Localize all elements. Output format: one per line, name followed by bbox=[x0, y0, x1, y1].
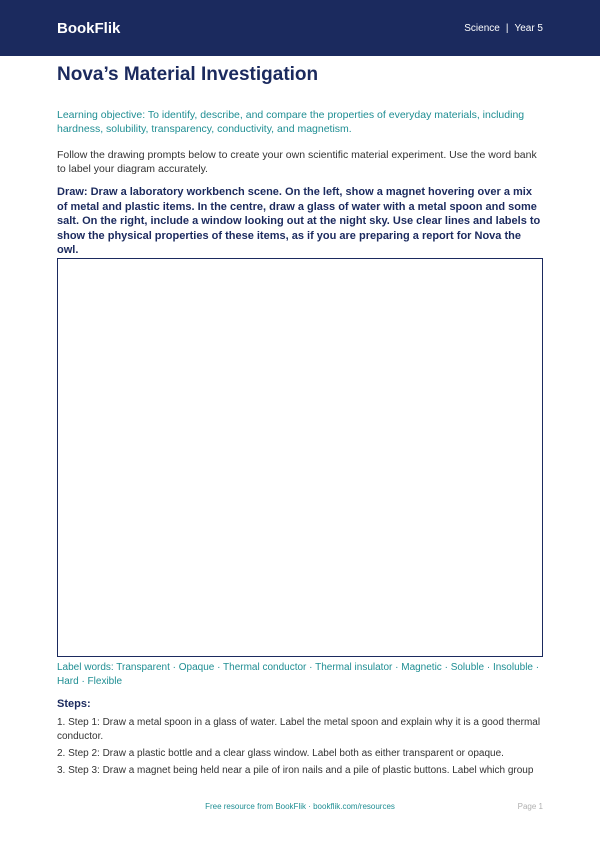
subject-label: Science bbox=[464, 22, 500, 34]
subject-info bbox=[464, 23, 543, 34]
subject-separator: | bbox=[505, 22, 509, 34]
steps-heading: Steps: bbox=[57, 698, 91, 710]
worksheet-content bbox=[57, 64, 543, 258]
footer-text: Free resource from BookFlik · bookflik.com/resources bbox=[205, 802, 395, 811]
page-title: Nova’s Material Investigation bbox=[57, 64, 319, 85]
step-item: 2. Step 2: Draw a plastic bottle and a clear glass window. Label both as either transparent or opaque. bbox=[57, 748, 504, 759]
step-item: 3. Step 3: Draw a magnet being held near a pile of iron nails and a pile of plastic buttons. Label which group bbox=[57, 765, 534, 776]
step-item: 1. Step 1: Draw a metal spoon in a glass of water. Label the metal spoon and explain why it is a good thermal conductor. bbox=[57, 717, 541, 742]
brand-logo: BookFlik bbox=[57, 19, 121, 37]
word-bank: Label words: Transparent · Opaque · Thermal conductor · Thermal insulator · Magnetic · Soluble · Insoluble · Hard · Flexible bbox=[57, 662, 540, 687]
drawing-area[interactable] bbox=[57, 258, 543, 657]
year-label: Year 5 bbox=[514, 22, 543, 34]
intro-text: Follow the drawing prompts below to create your own scientific material experiment. Use the word bank to label your diagram accurately. bbox=[57, 149, 537, 175]
page-header bbox=[0, 0, 600, 56]
page-number: Page 1 bbox=[517, 802, 543, 811]
learning-objective: Learning objective: To identify, describe, and compare the properties of everyday materials, including hardness, solubility, transparency, conductivity, and magnetism. bbox=[57, 109, 525, 135]
drawing-prompt: Draw: Draw a laboratory workbench scene. On the left, show a magnet hovering over a mix of metal and plastic items. In the centre, draw a glass of water with a metal spoon and some salt. On the right, include a window looking out at the night sky. Use clear lines and labels to show the physical properties of these items, as if you are preparing a report for Nova the owl. bbox=[57, 186, 541, 256]
steps-list bbox=[57, 716, 543, 781]
